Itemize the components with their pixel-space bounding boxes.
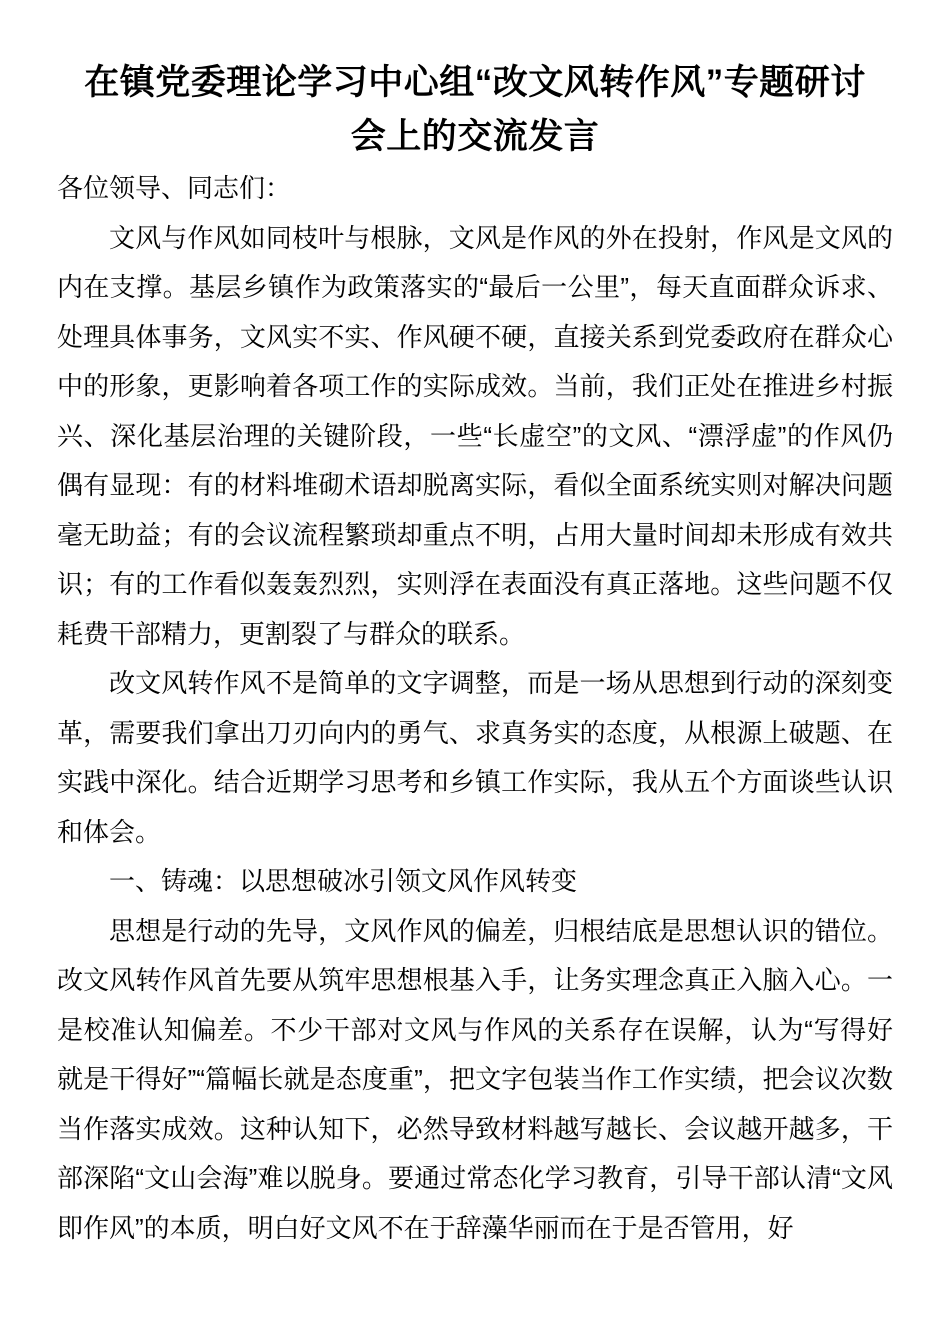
title-line-1: 在镇党委理论学习中心组“改文风转作风”专题研讨: [84, 63, 866, 102]
body-paragraph: 思想是行动的先导，文风作风的偏差，归根结底是思想认识的错位。改文风转作风首先要从筑牢思想根基入手，让务实理念真正入脑入心。一是校准认知偏差。不少干部对文风与作风的关系存在误解，认为“写得好就是干得好”“篇幅长就是态度重”，把文字包装当作工作实绩，把会议次数当作落实成效。这种认知下，必然导致材料越写越长、会议越开越多，干部深陷“文山会海”难以脱身。要通过常态化学习教育，引导干部认清“文风即作风”的本质，明白好文风不在于辞藻华丽而在于是否管用，好: [57, 915, 893, 1243]
body-paragraph: 改文风转作风不是简单的文字调整，而是一场从思想到行动的深刻变革，需要我们拿出刀刃向内的勇气、求真务实的态度，从根源上破题、在实践中深化。结合近期学习思考和乡镇工作实际，我从五个方面谈些认识和体会。: [57, 668, 893, 847]
body-paragraph: 文风与作风如同枝叶与根脉，文风是作风的外在投射，作风是文风的内在支撑。基层乡镇作为政策落实的“最后一公里”，每天直面群众诉求、处理具体事务，文风实不实、作风硬不硬，直接关系到党委政府在群众心中的形象，更影响着各项工作的实际成效。当前，我们正处在推进乡村振兴、深化基层治理的关键阶段，一些“长虚空”的文风、“漂浮虚”的作风仍偶有显现：有的材料堆砌术语却脱离实际，看似全面系统实则对解决问题毫无助益；有的会议流程繁琐却重点不明，占用大量时间却未形成有效共识；有的工作看似轰轰烈烈，实则浮在表面没有真正落地。这些问题不仅耗费干部精力，更割裂了与群众的联系。: [57, 222, 893, 649]
section-heading: 一、铸魂：以思想破冰引领文风作风转变: [109, 866, 578, 896]
document-title: [57, 56, 893, 164]
greeting-line: 各位领导、同志们：: [57, 173, 292, 203]
document-body: [57, 164, 893, 1253]
title-line-2: 会上的交流发言: [350, 117, 600, 156]
